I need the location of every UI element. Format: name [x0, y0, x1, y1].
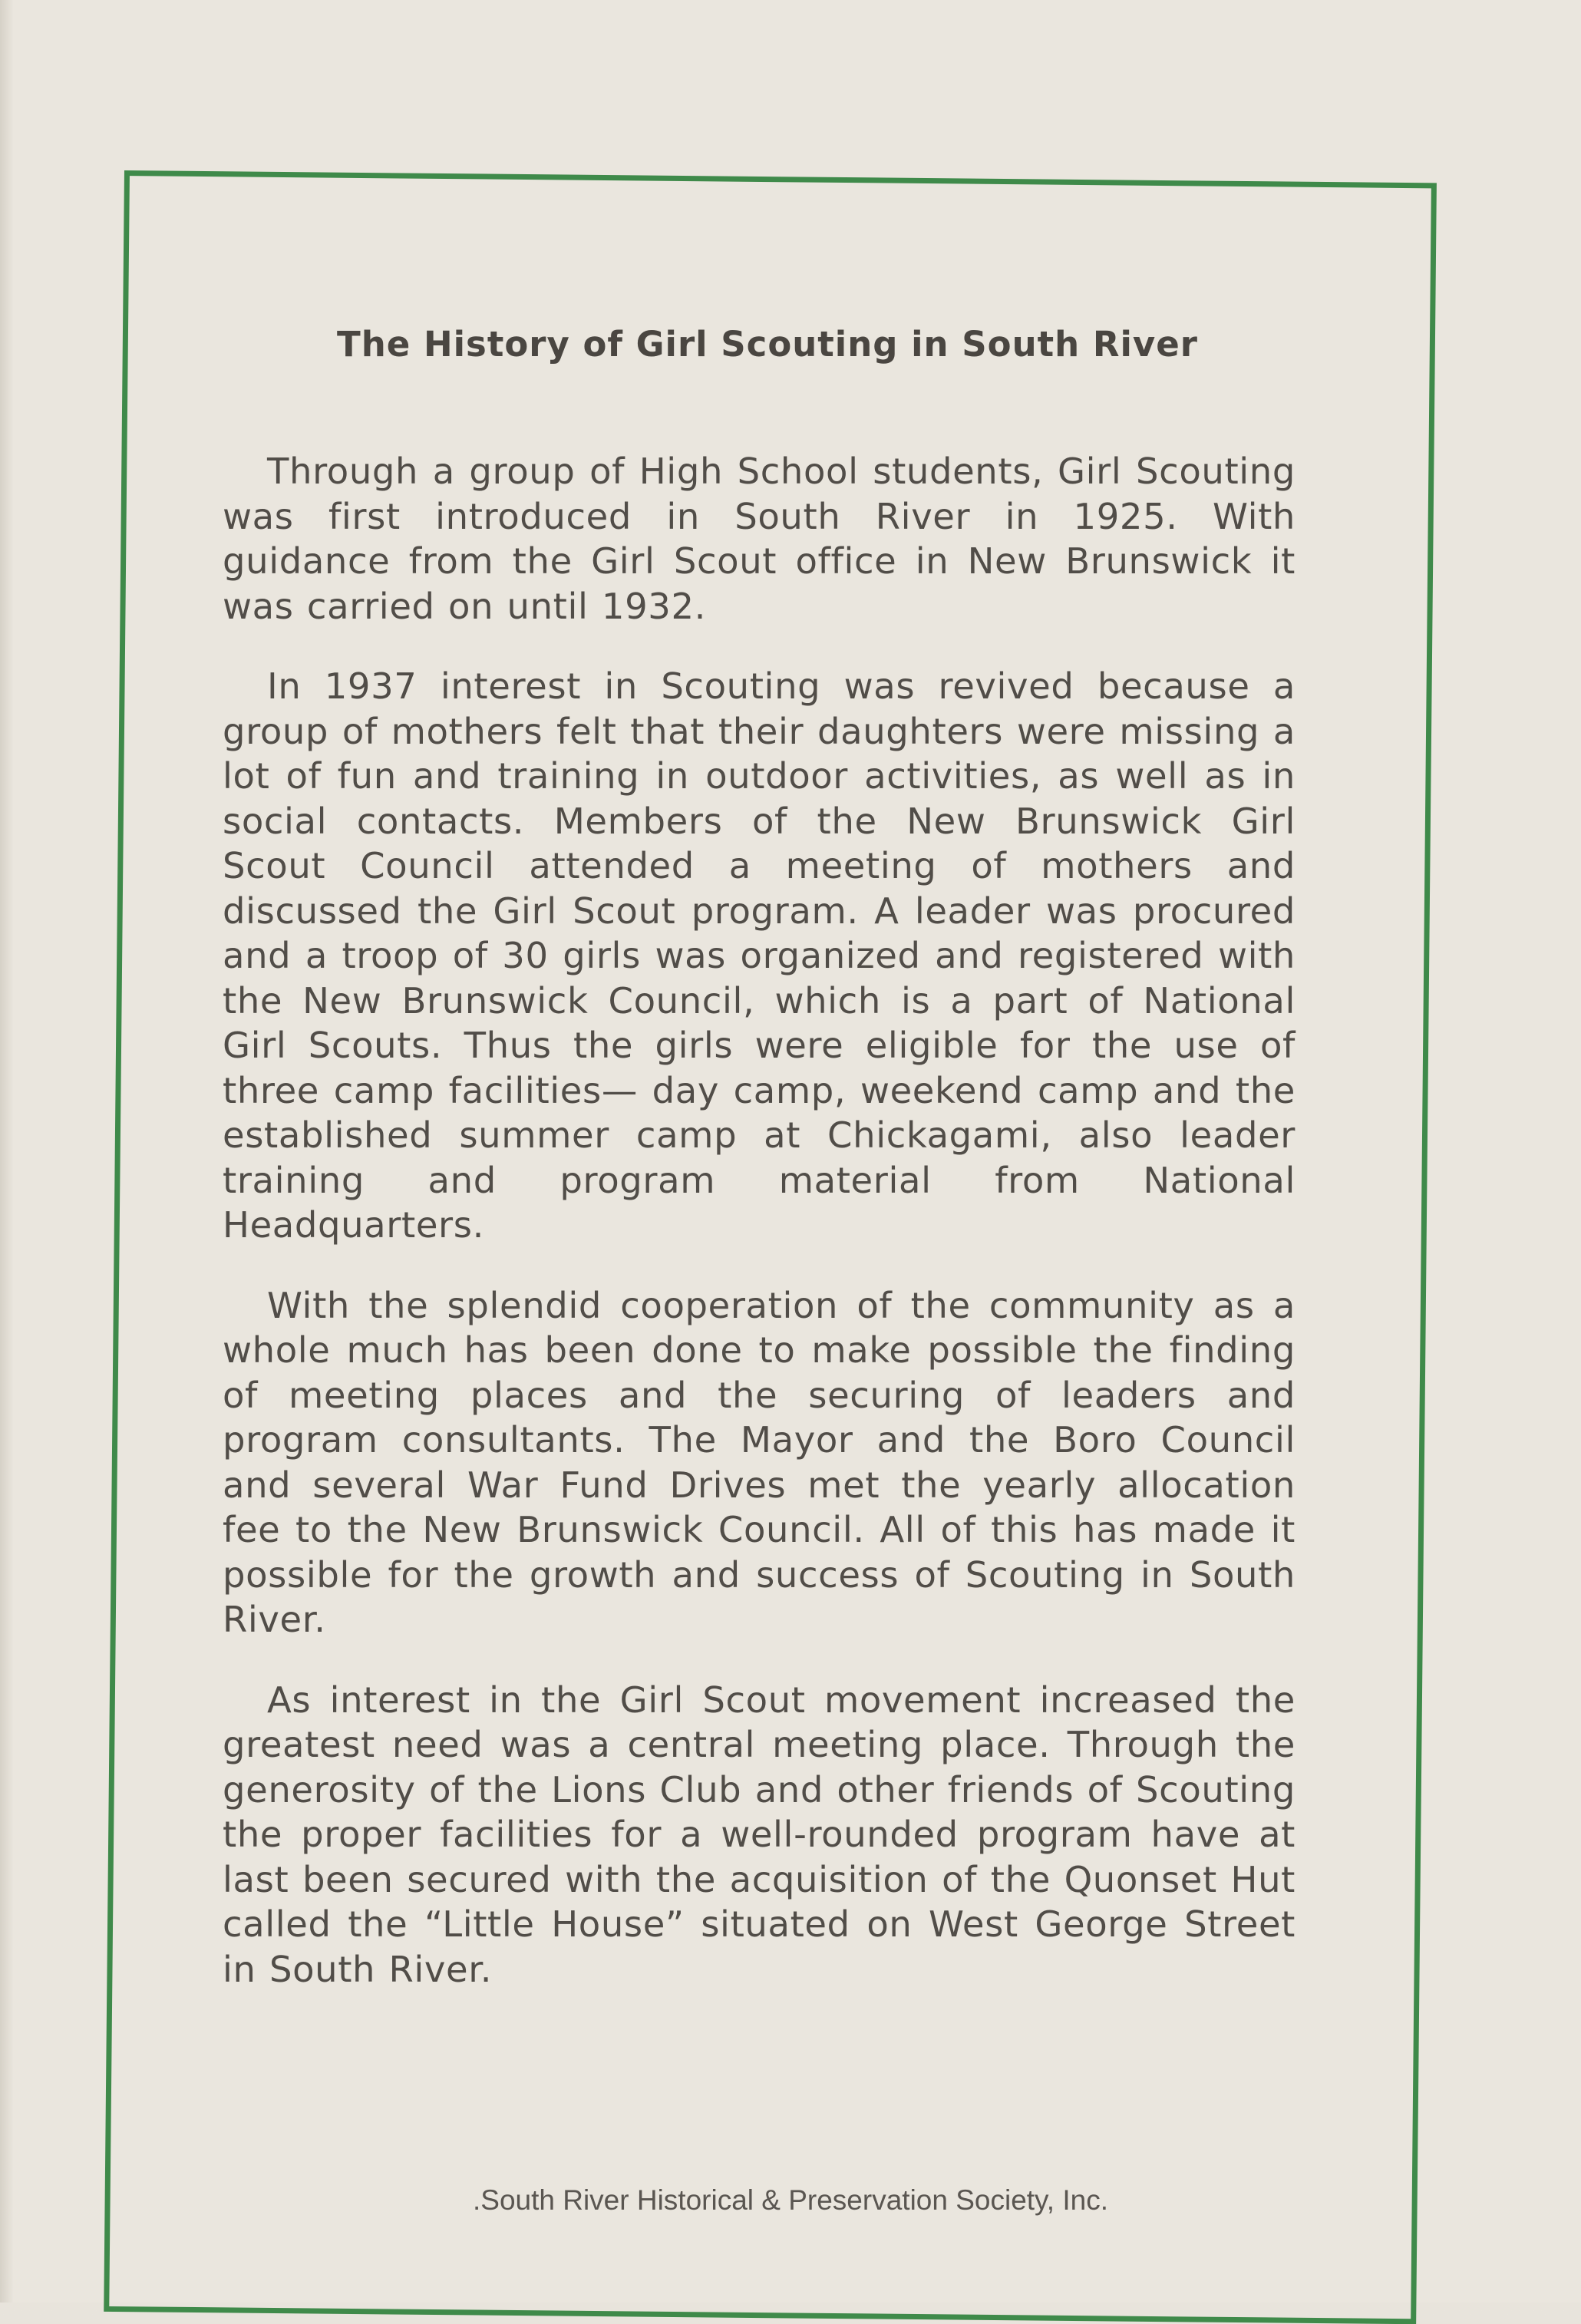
- document-title: The History of Girl Scouting in South River: [337, 324, 1198, 365]
- paragraph-4: As interest in the Girl Scout movement increased the greatest need was a central meeting place. Through the generosity of the Lions Club and other friends of Scouting the proper facilities for a well-rounded program have at last been secured with the acquisition of the Quonset Hut called the “Little House” situated on West George Street in South River.: [223, 1679, 1295, 1990]
- paragraph-2: In 1937 interest in Scouting was revived because a group of mothers felt that their daughters were missing a lot of fun and training in outdoor activities, as well as in social contacts. Members of the New Brunswick Girl Scout Council attended a meeting of mothers and discussed the Girl Scout program. A leader was procured and a troop of 30 girls was organized and registered with the New Brunswick Council, which is a part of National Girl Scouts. Thus the girls were eligible for the use of three camp facilities— day camp, weekend camp and the established summer camp at Chickagami, also leader training and program material from National Headquarters.: [223, 665, 1295, 1246]
- document-body: [223, 449, 1295, 2027]
- paragraph-1: Through a group of High School students, Girl Scouting was first introduced in South River in 1925. With guidance from the Girl Scout office in New Brunswick it was carried on until 1932.: [223, 451, 1295, 627]
- paragraph-3: With the splendid cooperation of the community as a whole much has been done to make possible the finding of meeting places and the securing of leaders and program consultants. The Mayor and the Boro Council and several War Fund Drives met the yearly allocation fee to the New Brunswick Council. All of this has made it possible for the growth and success of Scouting in South River.: [223, 1284, 1295, 1640]
- watermark-credit: .South River Historical & Preservation Society, Inc.: [472, 2184, 1109, 2216]
